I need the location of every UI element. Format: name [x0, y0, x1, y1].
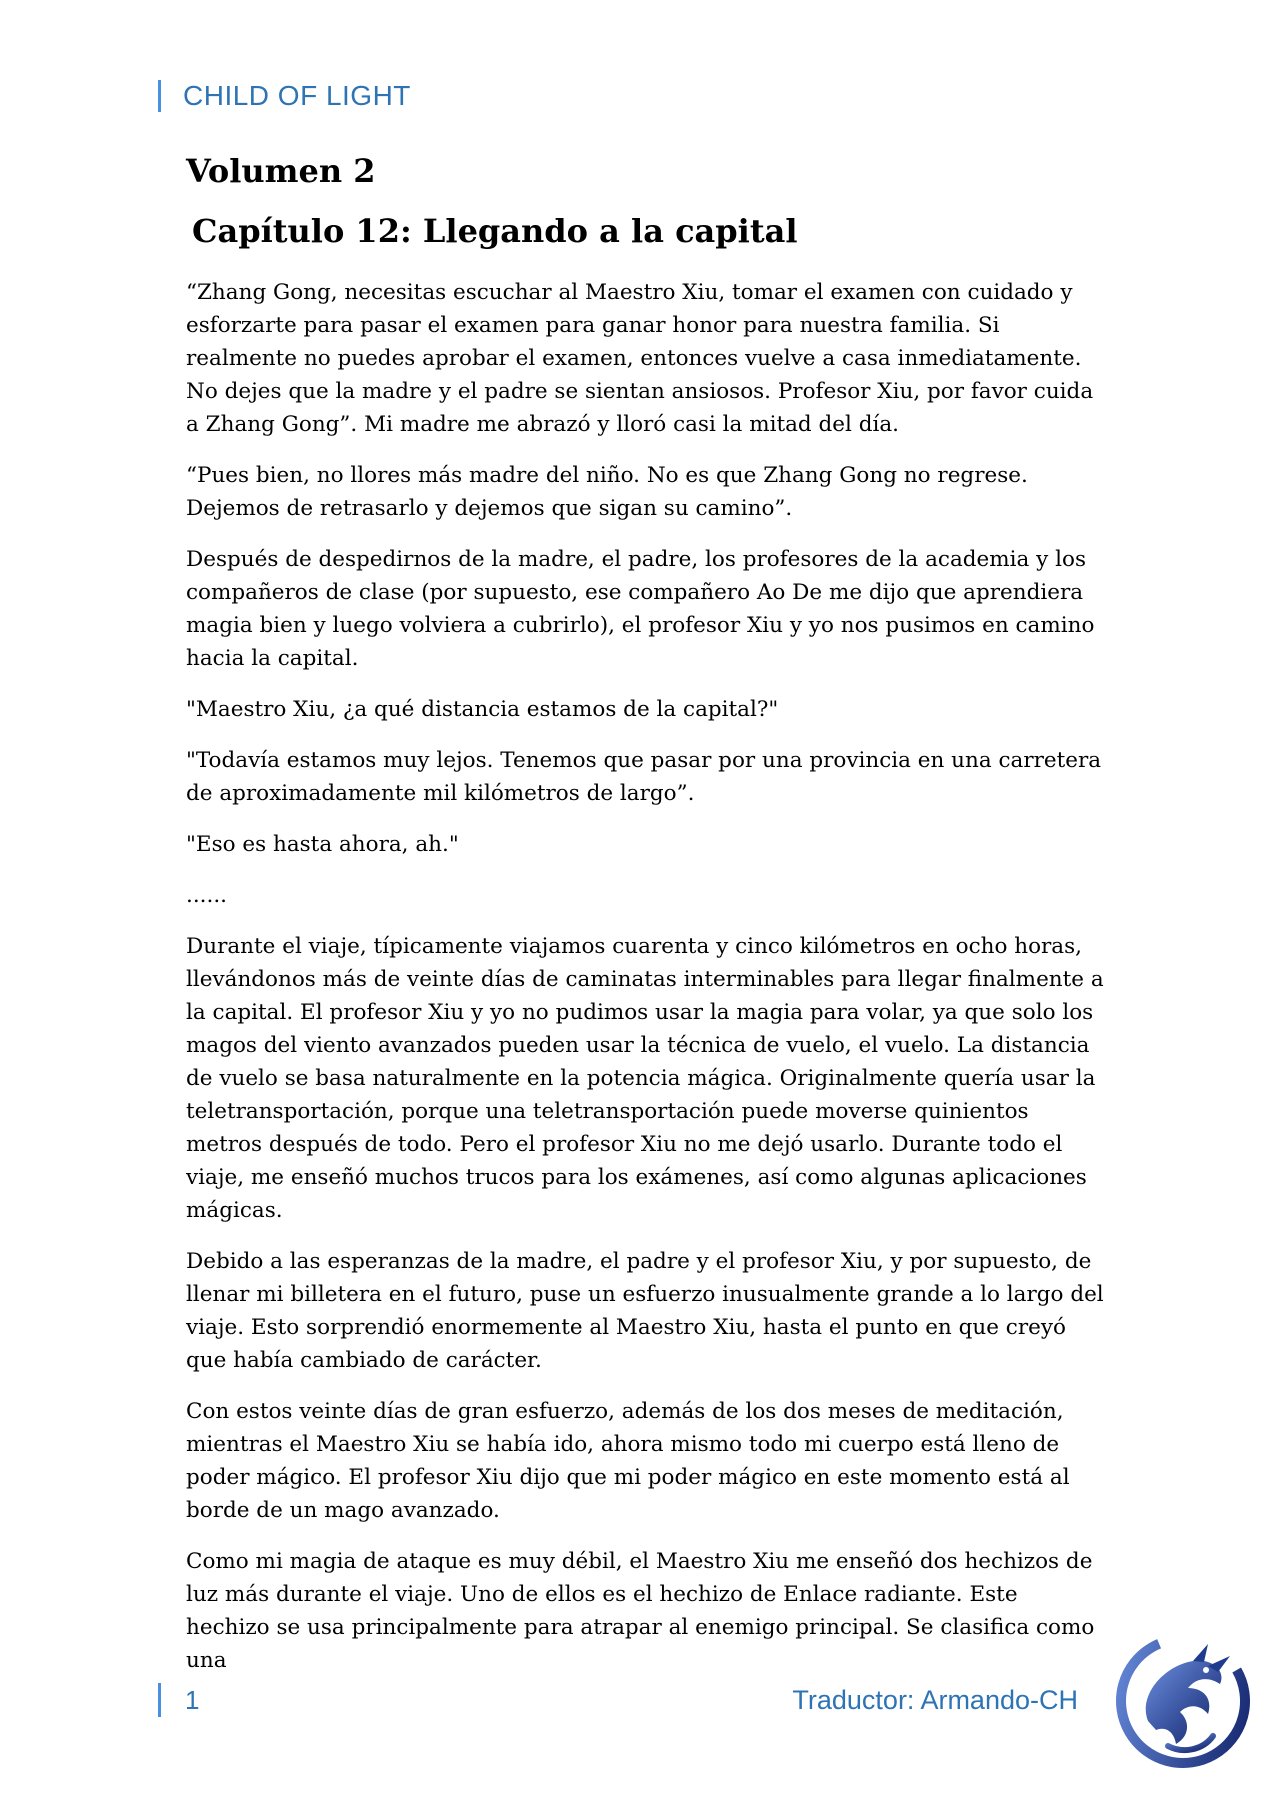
- page-number: 1: [185, 1684, 200, 1715]
- paragraph: “Pues bien, no llores más madre del niño. No es que Zhang Gong no regrese. Dejemos de retrasarlo y dejemos que sigan su camino”.: [186, 463, 1028, 521]
- header-title: CHILD OF LIGHT: [183, 80, 411, 111]
- paragraph: Debido a las esperanzas de la madre, el padre y el profesor Xiu, y por supuesto, de llenar mi billetera en el futuro, puse un esfuerzo inusualmente grande a lo largo del viaje. Esto sorprendió enormemente al Maestro Xiu, hasta el punto en que creyó que había cambiado de carácter.: [186, 1249, 1104, 1373]
- dragon-logo-icon: [1108, 1626, 1258, 1776]
- chapter-title: Capítulo 12: Llegando a la capital: [192, 212, 798, 250]
- paragraph: "Eso es hasta ahora, ah.": [186, 832, 459, 857]
- paragraph: Después de despedirnos de la madre, el padre, los profesores de la academia y los compañeros de clase (por supuesto, ese compañero Ao De me dijo que aprendiera magia bien y luego volviera a cubrirlo), el profesor Xiu y yo nos pusimos en camino hacia la capital.: [186, 547, 1095, 671]
- paragraph: ......: [186, 883, 228, 908]
- footer-accent-bar: [158, 1683, 161, 1717]
- page-footer: [158, 1680, 1078, 1720]
- volume-title: Volumen 2: [186, 152, 376, 190]
- paragraph: Con estos veinte días de gran esfuerzo, además de los dos meses de meditación, mientras el Maestro Xiu se había ido, ahora mismo todo mi cuerpo está lleno de poder mágico. El profesor Xiu dijo que mi poder mágico en este momento está al borde de un mago avanzado.: [186, 1399, 1070, 1523]
- header-accent-bar: [158, 80, 161, 112]
- page-header: [158, 78, 411, 114]
- chapter-body: [186, 276, 1106, 1673]
- paragraph: Como mi magia de ataque es muy débil, el Maestro Xiu me enseñó dos hechizos de luz más durante el viaje. Uno de ellos es el hechizo de Enlace radiante. Este hechizo se usa principalmente para atrapar al enemigo principal. Se clasifica como una: [186, 1549, 1095, 1673]
- translator-credit: Traductor: Armando-CH: [792, 1684, 1078, 1715]
- paragraph: “Zhang Gong, necesitas escuchar al Maestro Xiu, tomar el examen con cuidado y esforzarte para pasar el examen para ganar honor para nuestra familia. Si realmente no puedes aprobar el examen, entonces vuelve a casa inmediatamente. No dejes que la madre y el padre se sientan ansiosos. Profesor Xiu, por favor cuida a Zhang Gong”. Mi madre me abrazó y lloró casi la mitad del día.: [186, 280, 1094, 437]
- paragraph: "Maestro Xiu, ¿a qué distancia estamos de la capital?": [186, 697, 779, 722]
- paragraph: Durante el viaje, típicamente viajamos cuarenta y cinco kilómetros en ocho horas, llevándonos más de veinte días de caminatas interminables para llegar finalmente a la capital. El profesor Xiu y yo no pudimos usar la magia para volar, ya que solo los magos del viento avanzados pueden usar la técnica de vuelo, el vuelo. La distancia de vuelo se basa naturalmente en la potencia mágica. Originalmente quería usar la teletransportación, porque una teletransportación puede moverse quinientos metros después de todo. Pero el profesor Xiu no me dejó usarlo. Durante todo el viaje, me enseñó muchos trucos para los exámenes, así como algunas aplicaciones mágicas.: [186, 934, 1104, 1223]
- paragraph: "Todavía estamos muy lejos. Tenemos que pasar por una provincia en una carretera de aproximadamente mil kilómetros de largo”.: [186, 748, 1102, 806]
